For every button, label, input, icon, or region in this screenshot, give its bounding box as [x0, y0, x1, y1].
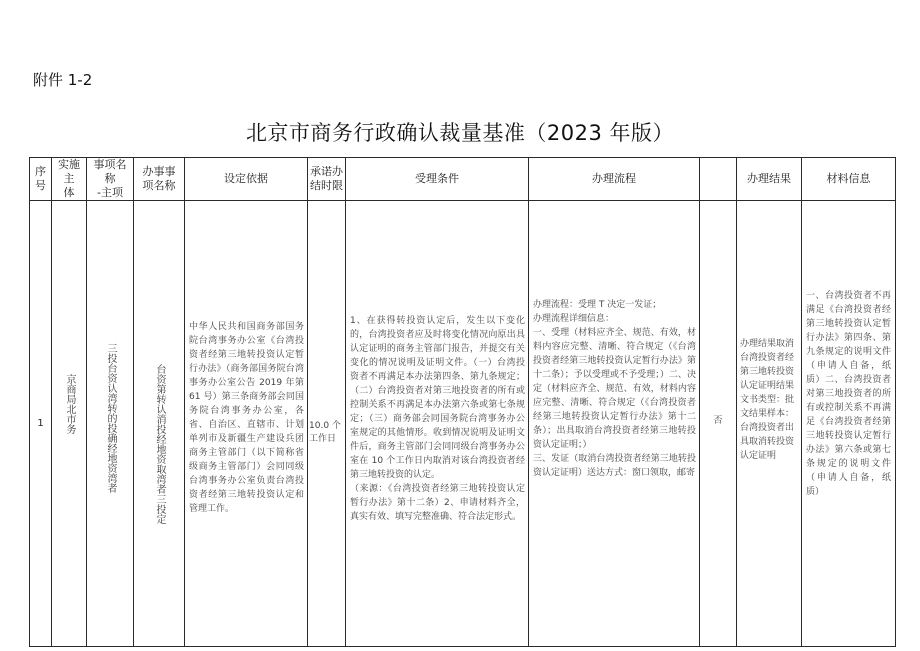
header-process: 办理流程 [529, 158, 700, 201]
header-materials: 材料信息 [802, 158, 896, 201]
header-conditions: 受理条件 [346, 158, 529, 201]
cell-process [529, 201, 700, 647]
table-row [30, 201, 896, 647]
process-line-1: 办理流程：受理 T 决定一发证； [533, 299, 662, 310]
header-time-limit: 承诺办 结时限 [308, 158, 346, 201]
process-text [529, 298, 699, 480]
process-line-4: 三、发证（取消台湾投资者经第三地转投资认定证明）送达方式：窗口领取，邮寄 [533, 453, 696, 478]
cell-agency [52, 201, 87, 647]
cell-basis [185, 201, 308, 647]
cell-fee [700, 201, 737, 647]
item-name-text: 三投台资认湾转的投确经地资湾者 [105, 342, 116, 493]
process-line-3: 一、受理（材料应齐全、规范、有效，材料内容应完整、清晰、符合规定（《台湾投资者经第三地转投资认定暂行办法》第十二条）；予以受理或不予受理；）二、决定（材料应齐全、规范、有效，材料内容应完整、清晰、符合规定（《台湾投资者经第三地转投资认定暂行办法》第十二条）；出具取消台湾投资者经第三地转投资认定证明；） [533, 327, 696, 450]
sub-item-text: 台资第转认消投经地资取湾者三投定 [154, 363, 165, 524]
header-agency: 实施主 体 [52, 158, 87, 201]
conditions-para-2: （来源：《台湾投资者经第三地转投资认定暂行办法》第十二条）2、申请材料齐全，真实有效、填写完整准确、符合法定形式。 [350, 484, 525, 522]
cell-time-limit [308, 201, 346, 647]
conditions-text [346, 314, 528, 524]
header-item-name: 事项名称 -主项 [87, 158, 134, 201]
result-text: 办理结果取消台湾投资者经第三地转投资认定证明结果文书类型：批文结果样本：台湾投资者出具取消转投资认定证明 [740, 338, 795, 461]
header-seq: 序 号 [30, 158, 52, 201]
cell-conditions [346, 201, 529, 647]
header-basis: 设定依据 [185, 158, 308, 201]
cell-materials [802, 201, 896, 647]
cell-item-name [87, 201, 134, 647]
agency-text: 京商局北市务 [64, 373, 75, 434]
attachment-label: 附件 1-2 [33, 71, 93, 89]
fee-text: 否 [713, 416, 723, 426]
conditions-para-1: 1、在获得转投资认定后，发生以下变化的，台湾投资者应及时将变化情况向原出具认定证明的商务主管部门报告，并提交有关变化的情况说明及证明文件。（一）台湾投资者不再满足本办法第四条、第九条规定；（二）台湾投资者对第三地投资者的所有或控制关系不再满足本办法第六条或第七条规定；（三）商务部会同国务院台湾事务办公室规定的其他情形。收到情况说明及证明文件后，商务主管部门会同同级台湾事务办公室在 10 个工作日内取消对该台湾投资者经第三地转投资的认定。 [350, 316, 525, 480]
header-sub-item: 办事事 项名称 [134, 158, 185, 201]
header-row [30, 158, 896, 201]
cell-seq: 1 [30, 201, 52, 647]
cell-sub-item [134, 201, 185, 647]
time-limit-text: 10.0 个工作日 [309, 420, 341, 444]
materials-text: 一、台湾投资者不再满足《台湾投资者经第三地转投资认定暂行办法》第四条、第九条规定的说明文件（申请人自备，纸质）二、台湾投资者对第三地投资者的所有或控制关系不再满足《台湾投资者经第三地转投资认定暂行办法》第六条或第七条规定的说明文件（申请人自备，纸质） [806, 290, 891, 497]
basis-text: 中华人民共和国商务部国务院台湾事务办公室《台湾投资者经第三地转投资认定暂行办法》（商务部国务院台湾事务办公室公告 2019 年第 61 号）第三条商务部会同国务院台湾事务办公室，各省、自治区、直辖市、计划单列市及新疆生产建设兵团商务主管部门（以下简称省级商务主管部门）会同同级台湾事务办公室负责台湾投资者经第三地转投资认定和管理工作。 [189, 321, 304, 514]
discretion-table [29, 157, 896, 647]
process-line-2: 办理流程详细信息： [533, 313, 615, 324]
cell-result [737, 201, 802, 647]
header-fee [700, 158, 737, 201]
page-title: 北京市商务行政确认裁量基准（2023 年版） [245, 121, 675, 145]
header-result: 办理结果 [737, 158, 802, 201]
